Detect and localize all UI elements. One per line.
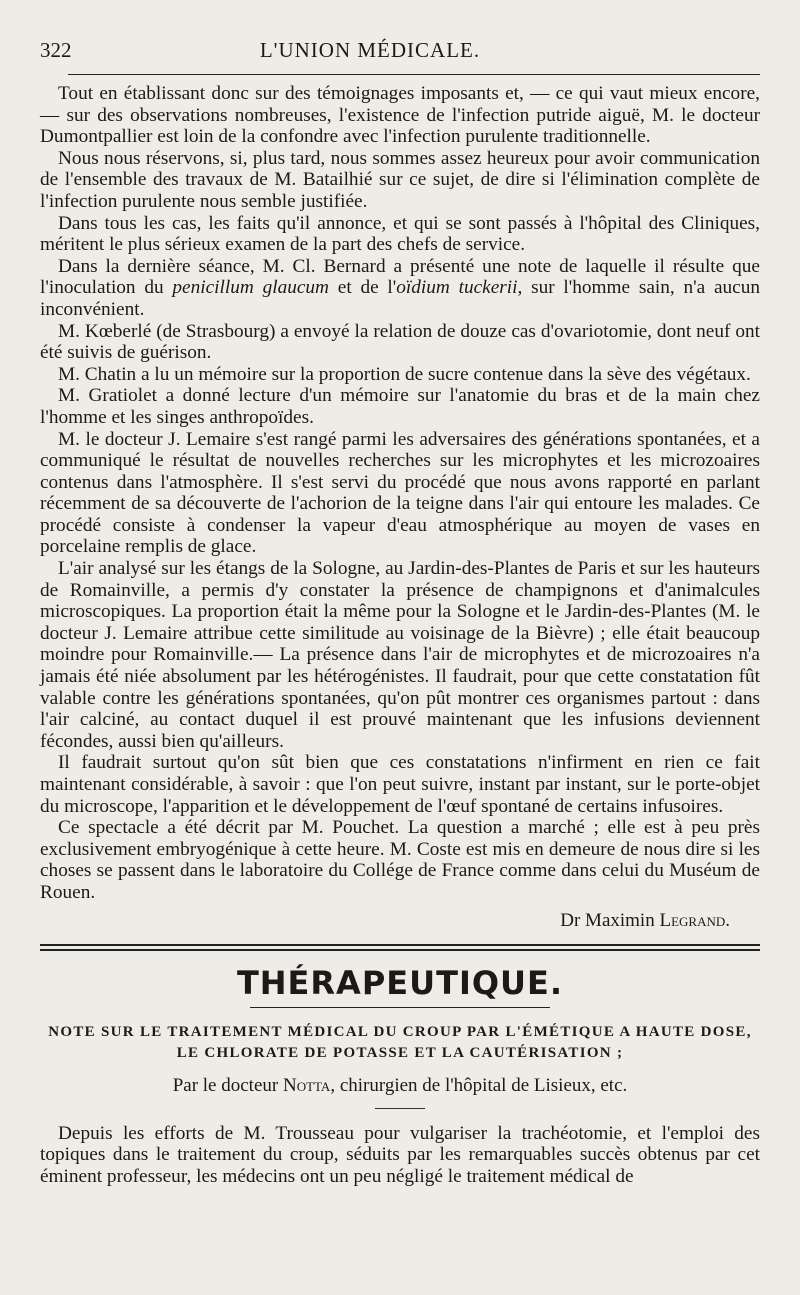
paragraph: M. le docteur J. Lemaire s'est rangé parmi les adversaires des générations spontanées, et a communiqué le résultat de nouvelles recherches sur les microphytes et les microzoaires contenus dans l'atmosphère. Il s'est servi du procédé que nous avons rapporté en parlant récemment de sa découverte de l'achorion de la teigne dans l'air qui entoure les malades. Ce procédé consiste à condenser la vapeur d'eau atmosphérique au moyen de vases en porcelaine remplis de glace. [40, 428, 760, 558]
paragraph: Dans tous les cas, les faits qu'il annonce, et qui se sont passés à l'hôpital des Cliniques, méritent le plus sérieux examen de la part des chefs de service. [40, 212, 760, 256]
therapy-body [40, 1123, 760, 1188]
byline [40, 1074, 760, 1098]
page-number: 322 [40, 38, 72, 62]
paragraph-bernard [40, 256, 760, 321]
paragraph-text: et de l' [328, 277, 397, 299]
byline-prefix: Par le docteur [172, 1074, 283, 1096]
paragraph: Nous nous réservons, si, plus tard, nous sommes assez heureux pour avoir communication de l'ensemble des travaux de M. Batailhié sur ce sujet, de dire si l'élimination complète de l'infection purulente nous semble justifiée. [40, 147, 760, 212]
paragraph: Il faudrait surtout qu'on sût bien que ces constatations n'infirment en rien ce fait maintenant considérable, à savoir : que l'on peut suivre, instant par instant, sur le porte-objet du microscope, l'apparition et le développement de l'œuf spontané de certains infusoires. [40, 752, 760, 817]
paragraph: Ce spectacle a été décrit par M. Pouchet. La question a marché ; elle est à peu près exclusivement embryogénique à cette heure. M. Coste est mis en demeure de nous dire si les choses se passent dans le laboratoire du Collége de France comme dans celui du Muséum de Rouen. [40, 817, 760, 903]
paragraph: M. Gratiolet a donné lecture d'un mémoire sur l'anatomie du bras et de la main chez l'homme et les singes anthropoïdes. [40, 385, 760, 428]
paragraph: Tout en établissant donc sur des témoignages imposants et, — ce qui vaut mieux encore, — sur des observations nombreuses, l'existence de l'infection putride aiguë, M. le docteur Dumontpallier est loin de la confondre avec l'infection purulente traditionnelle. [40, 83, 760, 148]
section-title: THÉRAPEUTIQUE. [236, 963, 564, 1002]
paragraph: M. Kœberlé (de Strasbourg) a envoyé la relation de douze cas d'ovariotomie, dont neuf ont été suivis de guérison. [40, 320, 760, 364]
running-head [40, 38, 760, 72]
author-signature [40, 910, 760, 934]
note-title-line: LE CHLORATE DE POTASSE ET LA CAUTÉRISATION ; [176, 1044, 624, 1061]
byline-author: Notta [282, 1074, 331, 1096]
note-title [40, 1022, 760, 1064]
paragraph: Depuis les efforts de M. Trousseau pour vulgariser la trachéotomie, et l'emploi des topiques dans le traitement du croup, séduits par les remarquables succès obtenus par cet éminent professeur, les médecins ont un peu négligé le traitement médical de [40, 1122, 760, 1187]
journal-title: L'UNION MÉDICALE. [259, 38, 481, 62]
byline-rule [375, 1108, 425, 1109]
byline-suffix: , chirurgien de l'hôpital de Lisieux, etc. [330, 1074, 628, 1096]
paragraph: L'air analysé sur les étangs de la Sologne, au Jardin-des-Plantes de Paris et sur les hauteurs de Romainville, a permis d'y constater la présence de champignons et d'animalcules microscopiques. La proportion était la même pour la Sologne et le Jardin-des-Plantes (M. le docteur J. Lemaire attribue cette similitude au voisinage de la Bièvre) ; elle était beaucoup moindre pour Romainville.— La présence dans l'air de microphytes et de microzoaires n'a jamais été niée absolument par les hétérogénistes. Il faudrait, pour que cette constatation fût valable contre les générations spontanées, qu'on pût montrer ces organismes partout : dans l'air calciné, au contact duquel il est prouvé maintenant que les infusions deviennent fécondes, aussi bien qu'ailleurs. [40, 558, 760, 752]
note-title-line: NOTE SUR LE TRAITEMENT MÉDICAL DU CROUP PAR L'ÉMÉTIQUE A HAUTE DOSE, [48, 1023, 752, 1040]
species-name: oïdium tuckerii [396, 277, 518, 299]
title-underline [250, 1007, 550, 1008]
paragraph: M. Chatin a lu un mémoire sur la proportion de sucre contenue dans la sève des végétaux. [58, 363, 751, 385]
species-name: penicillum glaucum [172, 277, 329, 299]
signature-name: Legrand. [659, 909, 730, 931]
article-body [40, 83, 760, 904]
paragraph-text: , sur l'homme sain, n'a aucun inconvénient. [40, 277, 760, 320]
section-divider [40, 944, 760, 951]
header-rule [68, 74, 760, 75]
paragraph-text: Dans la dernière séance, M. Cl. Bernard a présenté une note de laquelle il résulte que l'inoculation du [40, 255, 760, 299]
signature-prefix: Dr Maximin [560, 909, 660, 931]
